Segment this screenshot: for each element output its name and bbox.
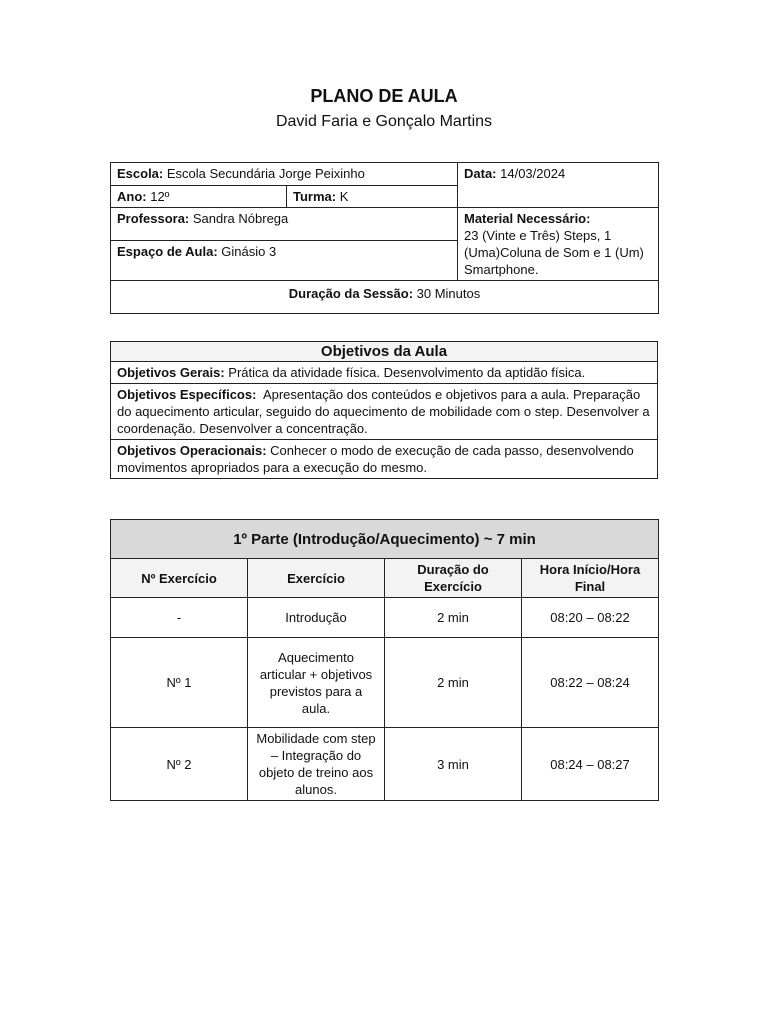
column-header: Hora Início/Hora Final	[522, 559, 659, 598]
table-cell: 08:20 – 08:22	[522, 598, 659, 638]
professora-value: Sandra Nóbrega	[189, 211, 289, 226]
especificos-label: Objetivos Específicos:	[117, 387, 257, 402]
turma-value: K	[336, 189, 349, 204]
escola-value: Escola Secundária Jorge Peixinho	[163, 166, 365, 181]
ano-cell	[111, 186, 287, 208]
table-cell: Aquecimento articular + objetivos previstos para a aula.	[248, 638, 385, 728]
turma-label: Turma:	[293, 189, 337, 204]
duracao-value: 30 Minutos	[413, 286, 481, 301]
gerais-label: Objetivos Gerais:	[117, 365, 225, 380]
table-cell: Mobilidade com step – Integração do objeto de treino aos alunos.	[248, 728, 385, 801]
table-row	[111, 638, 659, 728]
gerais-value: Prática da atividade física. Desenvolvimento da aptidão física.	[224, 365, 586, 380]
part1-heading: 1º Parte (Introdução/Aquecimento) ~ 7 min	[111, 520, 659, 559]
data-cell	[458, 163, 659, 208]
data-label: Data:	[464, 166, 497, 181]
column-header: Nº Exercício	[111, 559, 248, 598]
especificos-value: Apresentação dos conteúdos e objetivos para a aula. Preparação do aquecimento articular, seguido do aquecimento de mobilidade com o step. Desenvolver a coordenação. Desenvolver a concentração.	[117, 387, 654, 436]
professora-cell	[111, 208, 458, 241]
table-cell: Nº 2	[111, 728, 248, 801]
objectives-heading: Objetivos da Aula	[111, 342, 658, 362]
page-title: PLANO DE AULA	[310, 86, 458, 106]
table-cell: 2 min	[385, 638, 522, 728]
ano-label: Ano:	[117, 189, 147, 204]
espaco-cell	[111, 241, 458, 281]
objectives-table	[110, 341, 658, 479]
espaco-label: Espaço de Aula:	[117, 244, 218, 260]
espaco-value: Ginásio 3	[217, 244, 277, 260]
part1-table	[110, 519, 659, 801]
info-table	[110, 162, 659, 314]
objetivos-operacionais	[111, 440, 658, 479]
turma-cell	[287, 186, 458, 208]
objetivos-especificos	[111, 384, 658, 440]
table-cell: 08:22 – 08:24	[522, 638, 659, 728]
operacionais-label: Objetivos Operacionais:	[117, 443, 267, 458]
duracao-cell	[111, 281, 659, 314]
professora-label: Professora:	[117, 211, 190, 226]
table-cell: 08:24 – 08:27	[522, 728, 659, 801]
operacionais-value: Conhecer o modo de execução de cada passo, desenvolvendo movimentos apropriados para a execução do mesmo.	[117, 443, 634, 475]
ano-value: 12º	[146, 189, 170, 204]
duracao-label: Duração da Sessão:	[288, 286, 414, 301]
data-value: 14/03/2024	[496, 166, 566, 181]
escola-cell	[111, 163, 458, 186]
material-label: Material Necessário:	[464, 211, 591, 226]
table-cell: 3 min	[385, 728, 522, 801]
authors: David Faria e Gonçalo Martins	[275, 113, 493, 130]
table-cell: Introdução	[248, 598, 385, 638]
table-row	[111, 728, 659, 801]
material-cell	[458, 208, 659, 281]
objetivos-gerais	[111, 362, 658, 384]
column-header: Duração do Exercício	[385, 559, 522, 598]
escola-label: Escola:	[117, 166, 164, 181]
column-header: Exercício	[248, 559, 385, 598]
material-value: 23 (Vinte e Três) Steps, 1 (Uma)Coluna de Som e 1 (Um) Smartphone.	[464, 228, 644, 277]
table-row	[111, 598, 659, 638]
table-cell: 2 min	[385, 598, 522, 638]
table-cell: -	[111, 598, 248, 638]
table-cell: Nº 1	[111, 638, 248, 728]
